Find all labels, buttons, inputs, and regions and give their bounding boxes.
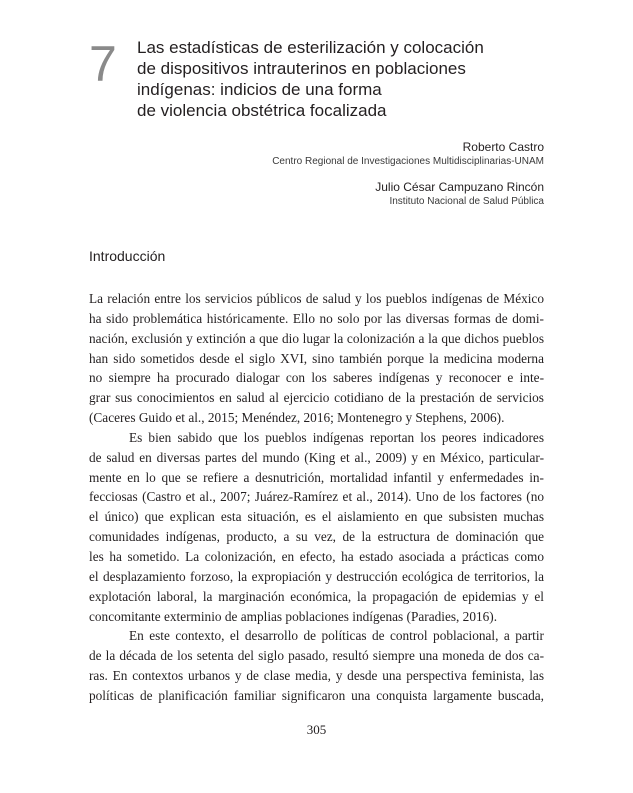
author-name: Julio César Campuzano Rincón — [375, 180, 544, 194]
text-line: (Caceres Guido et al., 2015; Menéndez, 2016; Montenegro y Stephens, 2006). — [89, 410, 505, 426]
chapter-number: 7 — [89, 36, 117, 92]
body-text — [89, 289, 544, 706]
text-line: les ha sometido. La colonización, en efecto, ha estado asociada a prácticas como — [89, 548, 544, 564]
text-line: el desplazamiento forzoso, la expropiación y destrucción ecológica de territorios, la — [89, 568, 544, 584]
chapter-title-line: de violencia obstétrica focalizada — [137, 101, 387, 120]
paragraph — [89, 626, 544, 705]
author-name: Roberto Castro — [462, 140, 544, 154]
text-line: explotación laboral, la marginación económica, la propagación de epidemias y el — [89, 588, 544, 604]
text-line: ha sido problemática históricamente. Ello no solo por las diversas formas de domi- — [89, 310, 544, 326]
chapter-title-line: indígenas: indicios de una forma — [137, 80, 382, 99]
author-block — [272, 140, 544, 208]
page-number: 305 — [306, 722, 327, 737]
text-line: concomitante exterminio de amplias poblaciones indígenas (Paradies, 2016). — [89, 608, 498, 624]
chapter-title-line: de dispositivos intrauterinos en poblaciones — [137, 59, 466, 78]
chapter-title — [137, 37, 557, 121]
text-line: mente en lo que se refiere a desnutrición, mortalidad infantil y enfermedades in- — [89, 469, 544, 485]
text-line: grar sus conocimientos en salud al ejercicio cotidiano de la prestación de servicios — [89, 390, 544, 406]
text-line: de la década de los setenta del siglo pasado, resultó siempre una moneda de dos ca- — [89, 648, 544, 664]
text-line: de salud en diversas partes del mundo (King et al., 2009) y en México, particular- — [89, 449, 544, 465]
text-line: han sido sometidos desde el siglo XVI, sino también porque la medicina moderna — [89, 350, 544, 366]
text-line: fecciosas (Castro et al., 2007; Juárez-Ramírez et al., 2014). Uno de los factores (no — [89, 489, 544, 505]
author-institution: Instituto Nacional de Salud Pública — [389, 196, 544, 207]
paragraph — [89, 289, 544, 428]
chapter-title-line: Las estadísticas de esterilización y colocación — [137, 38, 484, 57]
text-line: La relación entre los servicios públicos de salud y los pueblos indígenas de México — [89, 291, 544, 306]
text-line: comunidades indígenas, producto, a su vez, de la estructura de dominación que — [89, 529, 544, 545]
text-line: nación, exclusión y extinción a que dio lugar la colonización a la que dichos pueblos — [89, 330, 544, 346]
text-line: no siempre ha procurado dialogar con los saberes indígenas y reconocer e inte- — [89, 370, 544, 386]
text-line: En este contexto, el desarrollo de políticas de control poblacional, a partir — [129, 628, 544, 644]
text-line: políticas de planificación familiar significaron una conquista largamente buscada, — [89, 687, 544, 703]
text-line: el único) que explican esta situación, es el aislamiento en que subsisten muchas — [89, 509, 544, 525]
section-heading: Introducción — [89, 248, 166, 264]
text-line: ras. En contextos urbanos y de clase media, y desde una perspectiva feminista, las — [89, 668, 544, 684]
text-line: Es bien sabido que los pueblos indígenas reportan los peores indicadores — [129, 429, 544, 445]
paragraph — [89, 428, 544, 626]
author-institution: Centro Regional de Investigaciones Multidisciplinarias-UNAM — [272, 156, 544, 167]
